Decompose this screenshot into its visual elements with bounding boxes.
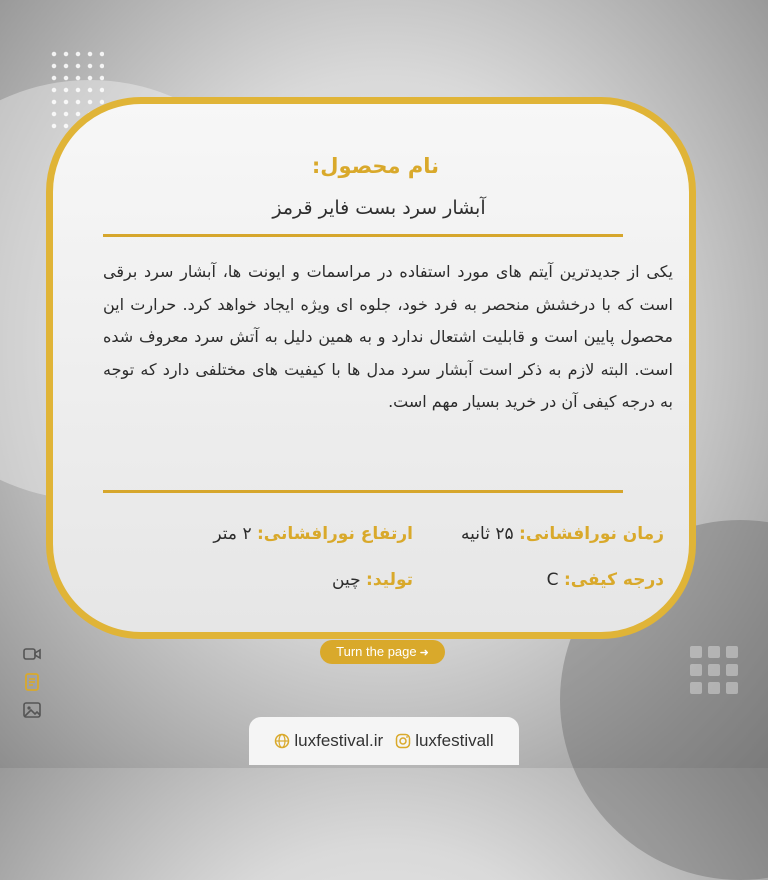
divider (103, 234, 623, 237)
website-text: luxfestival.ir (294, 731, 384, 750)
spec-duration (461, 524, 664, 544)
footer-bar (249, 717, 519, 765)
square-pattern (690, 646, 738, 694)
instagram-text: luxfestivall (415, 731, 494, 750)
spec-value: چین (332, 570, 361, 590)
document-icon (22, 672, 42, 692)
video-icon (22, 644, 42, 664)
spec-value: ۲۵ ثانیه (461, 524, 514, 544)
spec-value: C (546, 570, 559, 590)
arrow-right-icon: ➜ (419, 647, 429, 659)
product-name: آبشار سرد بست فایر قرمز (272, 197, 486, 219)
turn-page-label: Turn the page (336, 644, 417, 659)
instagram-link[interactable] (395, 731, 493, 751)
turn-page-button[interactable] (320, 640, 445, 664)
product-name-heading: نام محصول: (311, 154, 439, 178)
spec-label: درجه کیفی: (563, 570, 664, 590)
product-description: یکی از جدیدترین آیتم های مورد استفاده در مراسمات و ایونت ها، آبشار سرد برقی است که با درخشش منحصر به فرد خود، جلوه ای ویژه ایجاد خواهد کرد. حرارت این محصول پایین است و قابلیت اشتعال ندارد و به همین دلیل به آتش سرد معروف شده است. البته لازم به ذکر است آبشار سرد مدل ها با کیفیت های مختلفی دارد که توجه به درجه کیفی آن در خرید بسیار مهم است. (103, 262, 673, 411)
side-icon-bar (22, 644, 44, 720)
instagram-icon (395, 733, 411, 749)
image-icon (22, 700, 42, 720)
globe-icon (274, 733, 290, 749)
spec-label: تولید: (366, 570, 413, 590)
spec-origin (332, 570, 413, 590)
website-link[interactable] (274, 731, 383, 751)
product-card (46, 97, 696, 639)
spec-label: ارتفاع نورافشانی: (257, 524, 413, 544)
spec-value: ۲ متر (213, 524, 252, 544)
spec-height (213, 524, 413, 544)
divider (103, 490, 623, 493)
spec-label: زمان نورافشانی: (519, 524, 664, 544)
spec-quality (547, 570, 664, 590)
